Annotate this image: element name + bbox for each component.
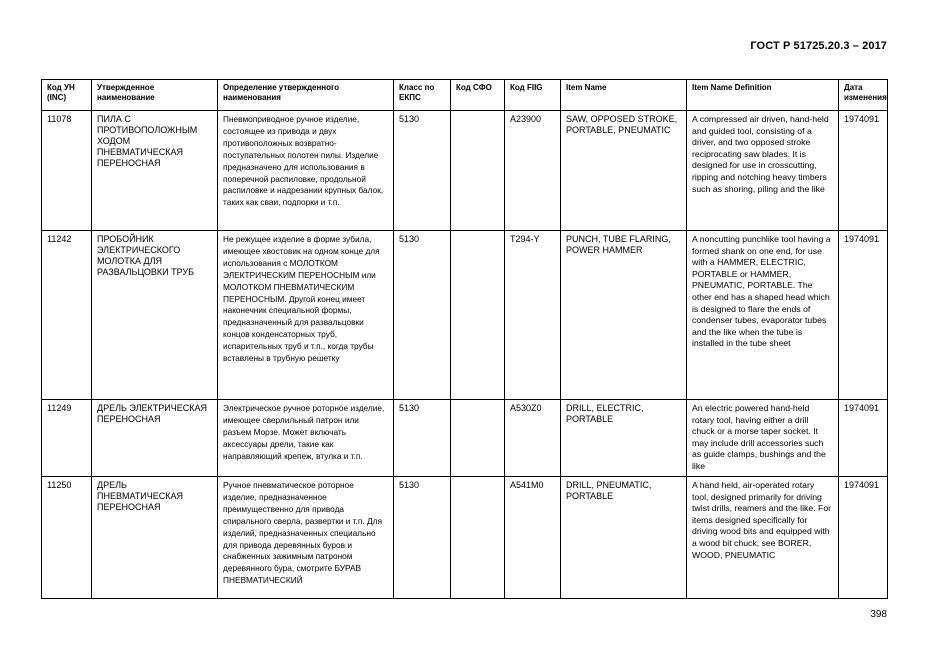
cell-sfo — [451, 111, 505, 231]
cell-date: 1974091 — [839, 400, 888, 477]
cell-item-name-definition: A compressed air driven, hand-held and guided tool, consisting of a driver, and two opposed stroke reciprocating saw blades. It is designed for use in crosscutting, ripping and notching heavy timbers such as shoring, piling and the like — [687, 111, 839, 231]
table-row — [42, 111, 888, 231]
cell-date: 1974091 — [839, 111, 888, 231]
cell-approved-name: ДРЕЛЬ ЭЛЕКТРИЧЕСКАЯ ПЕРЕНОСНАЯ — [92, 400, 218, 477]
cell-sfo — [451, 231, 505, 400]
table-row — [42, 400, 888, 477]
cell-sfo — [451, 477, 505, 599]
cell-item-name: SAW, OPPOSED STROKE, PORTABLE, PNEUMATIC — [561, 111, 687, 231]
cell-sfo — [451, 400, 505, 477]
cell-item-name: DRILL, ELECTRIC, PORTABLE — [561, 400, 687, 477]
page-number: 398 — [870, 609, 887, 620]
table-row — [42, 231, 888, 400]
column-header-inc: Код УН (INC) — [42, 80, 92, 111]
cell-class: 5130 — [394, 477, 451, 599]
cell-date: 1974091 — [839, 231, 888, 400]
cell-class: 5130 — [394, 400, 451, 477]
table-row — [42, 477, 888, 599]
cell-inc: 11249 — [42, 400, 92, 477]
cell-class: 5130 — [394, 111, 451, 231]
cell-inc: 11078 — [42, 111, 92, 231]
cell-approved-name: ПИЛА С ПРОТИВОПОЛОЖНЫМ ХОДОМ ПНЕВМАТИЧЕСКАЯ ПЕРЕНОСНАЯ — [92, 111, 218, 231]
cell-fiig: T294-Y — [505, 231, 561, 400]
cell-fiig: A23900 — [505, 111, 561, 231]
column-header-sfo: Код СФО — [451, 80, 505, 111]
document-code: ГОСТ Р 51725.20.3 – 2017 — [750, 40, 887, 52]
cell-item-name: PUNCH, TUBE FLARING, POWER HAMMER — [561, 231, 687, 400]
cell-item-name-definition: A noncutting punchlike tool having a formed shank on one end, for use with a HAMMER, ELECTRIC, PORTABLE or HAMMER, PNEUMATIC, PORTABLE. The other end has a shaped head which is designed to flare the ends of condenser tubes, evaporator tubes and the like when the tube is installed in the tube sheet — [687, 231, 839, 400]
cell-item-name-definition: An electric powered hand-held rotary tool, having either a drill chuck or a morse taper socket. It may include drill accessories such as guide clamps, bushings and the like — [687, 400, 839, 477]
cell-item-name: DRILL, PNEUMATIC, PORTABLE — [561, 477, 687, 599]
cell-date: 1974091 — [839, 477, 888, 599]
column-header-date: Дата изменения — [839, 80, 888, 111]
cell-item-name-definition: A hand held, air-operated rotary tool, designed primarily for driving twist drills, reamers and the like. For items designed specifically for driving wood bits and equipped with a wood bit chuck, see BORER, WOOD, PNEUMATIC — [687, 477, 839, 599]
cell-fiig: A541M0 — [505, 477, 561, 599]
cell-definition: Электрическое ручное роторное изделие, имеющее сверлильный патрон или разъем Морзе. Может включать аксессуары дрели, такие как направляющий крепеж, втулка и т.п. — [218, 400, 394, 477]
column-header-fiig: Код FIIG — [505, 80, 561, 111]
table-header-row — [42, 80, 888, 111]
column-header-item-name: Item Name — [561, 80, 687, 111]
column-header-approved-name: Утвержденное наименование — [92, 80, 218, 111]
cell-definition: Ручное пневматическое роторное изделие, предназначенное преимущественно для привода спирального сверла, развертки и т.п. Для изделий, предназначенных специально для привода деревянных буров и снабженных зажимным патроном деревянного бура, смотрите БУРАВ ПНЕВМАТИЧЕСКИЙ — [218, 477, 394, 599]
cell-approved-name: ДРЕЛЬ ПНЕВМАТИЧЕСКАЯ ПЕРЕНОСНАЯ — [92, 477, 218, 599]
cell-definition: Пневмоприводное ручное изделие, состоящее из привода и двух противоположных возвратно-поступательных полотен пилы. Изделие предназначено для использования в поперечной распиловке, продольной распиловке и надрезании крупных балок, таких как сваи, подпорки и т.п. — [218, 111, 394, 231]
column-header-item-name-definition: Item Name Definition — [687, 80, 839, 111]
cell-inc: 11250 — [42, 477, 92, 599]
registry-table — [41, 79, 888, 599]
cell-class: 5130 — [394, 231, 451, 400]
cell-fiig: A530Z0 — [505, 400, 561, 477]
column-header-class: Класс по ЕКПС — [394, 80, 451, 111]
cell-approved-name: ПРОБОЙНИК ЭЛЕКТРИЧЕСКОГО МОЛОТКА ДЛЯ РАЗВАЛЬЦОВКИ ТРУБ — [92, 231, 218, 400]
column-header-definition: Определение утвержденного наименования — [218, 80, 394, 111]
cell-definition: Не режущее изделие в форме зубила, имеющее хвостовик на одном конце для использования с МОЛОТКОМ ЭЛЕКТРИЧЕСКИМ ПЕРЕНОСНЫМ или МОЛОТКОМ ПНЕВМАТИЧЕСКИМ ПЕРЕНОСНЫМ. Другой конец имеет наконечник специальной формы, предназначенный для развальцовки концов конденсаторных труб, испарительных труб и т.п., когда трубы вставлены в трубную решетку — [218, 231, 394, 400]
cell-inc: 11242 — [42, 231, 92, 400]
